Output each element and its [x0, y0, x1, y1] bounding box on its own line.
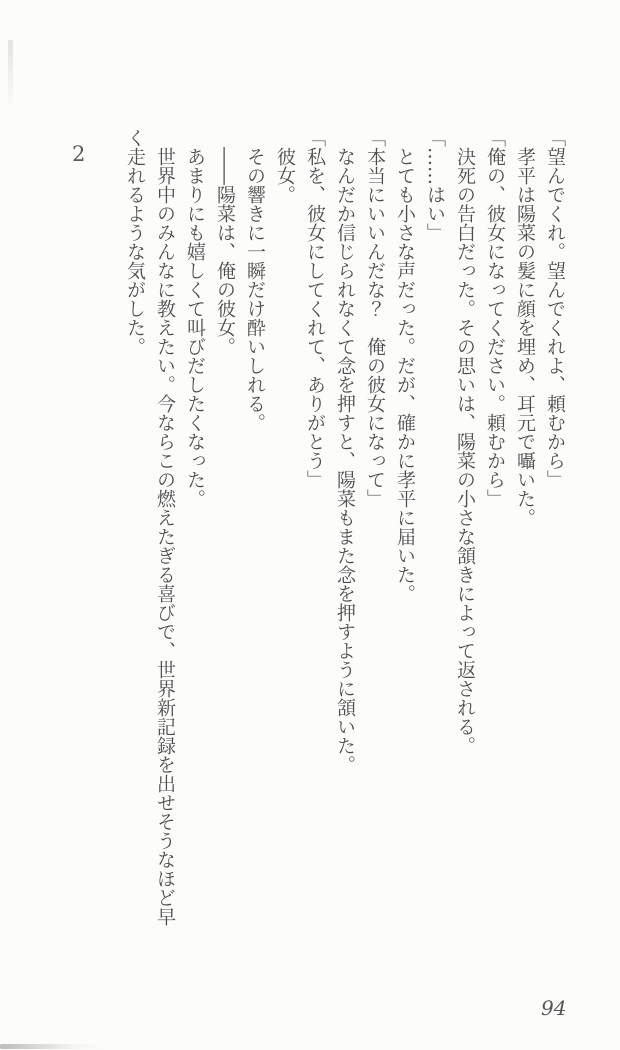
- text-column-7: 「本当にいいんだな？ 俺の彼女になって」: [364, 128, 386, 508]
- text-column-12: ――陽菜は、俺の彼女。: [214, 147, 236, 356]
- text-column-6: とても小さな声だった。だが、確かに孝平に届いた。: [394, 147, 416, 603]
- section-number: 2: [72, 142, 86, 166]
- text-column-9: 「私を、彼女にしてくれて、ありがとう」: [304, 128, 326, 489]
- text-column-2: 孝平は陽菜の髪に顔を埋め、耳元で囁いた。: [514, 147, 536, 527]
- text-column-3: 「俺の、彼女になってください。頼むから」: [484, 128, 506, 508]
- text-column-8: なんだか信じられなくて念を押すと、陽菜もまた念を押すように頷いた。: [334, 147, 356, 774]
- text-column-11: その響きに一瞬だけ酔いしれる。: [244, 147, 266, 432]
- text-column-15: く走れるような気がした。: [124, 128, 146, 356]
- vertical-text-block: [120, 128, 570, 954]
- text-column-10: 彼女。: [274, 147, 296, 204]
- text-column-13: あまりにも嬉しくて叫びだしたくなった。: [184, 147, 206, 508]
- text-column-1: 「望んでくれ。望んでくれよ、頼むから」: [544, 128, 566, 489]
- text-column-5: 「……はい」: [424, 128, 446, 242]
- page-edge-shadow: [0, 1044, 105, 1049]
- page-number: 94: [541, 996, 567, 1020]
- text-column-4: 決死の告白だった。その思いは、陽菜の小さな頷きによって返される。: [454, 147, 476, 755]
- text-column-14: 世界中のみんなに教えたい。今ならこの燃えたぎる喜びで、世界新記録を出せそうなほど早: [154, 147, 176, 926]
- page-edge-artifact: [8, 40, 13, 110]
